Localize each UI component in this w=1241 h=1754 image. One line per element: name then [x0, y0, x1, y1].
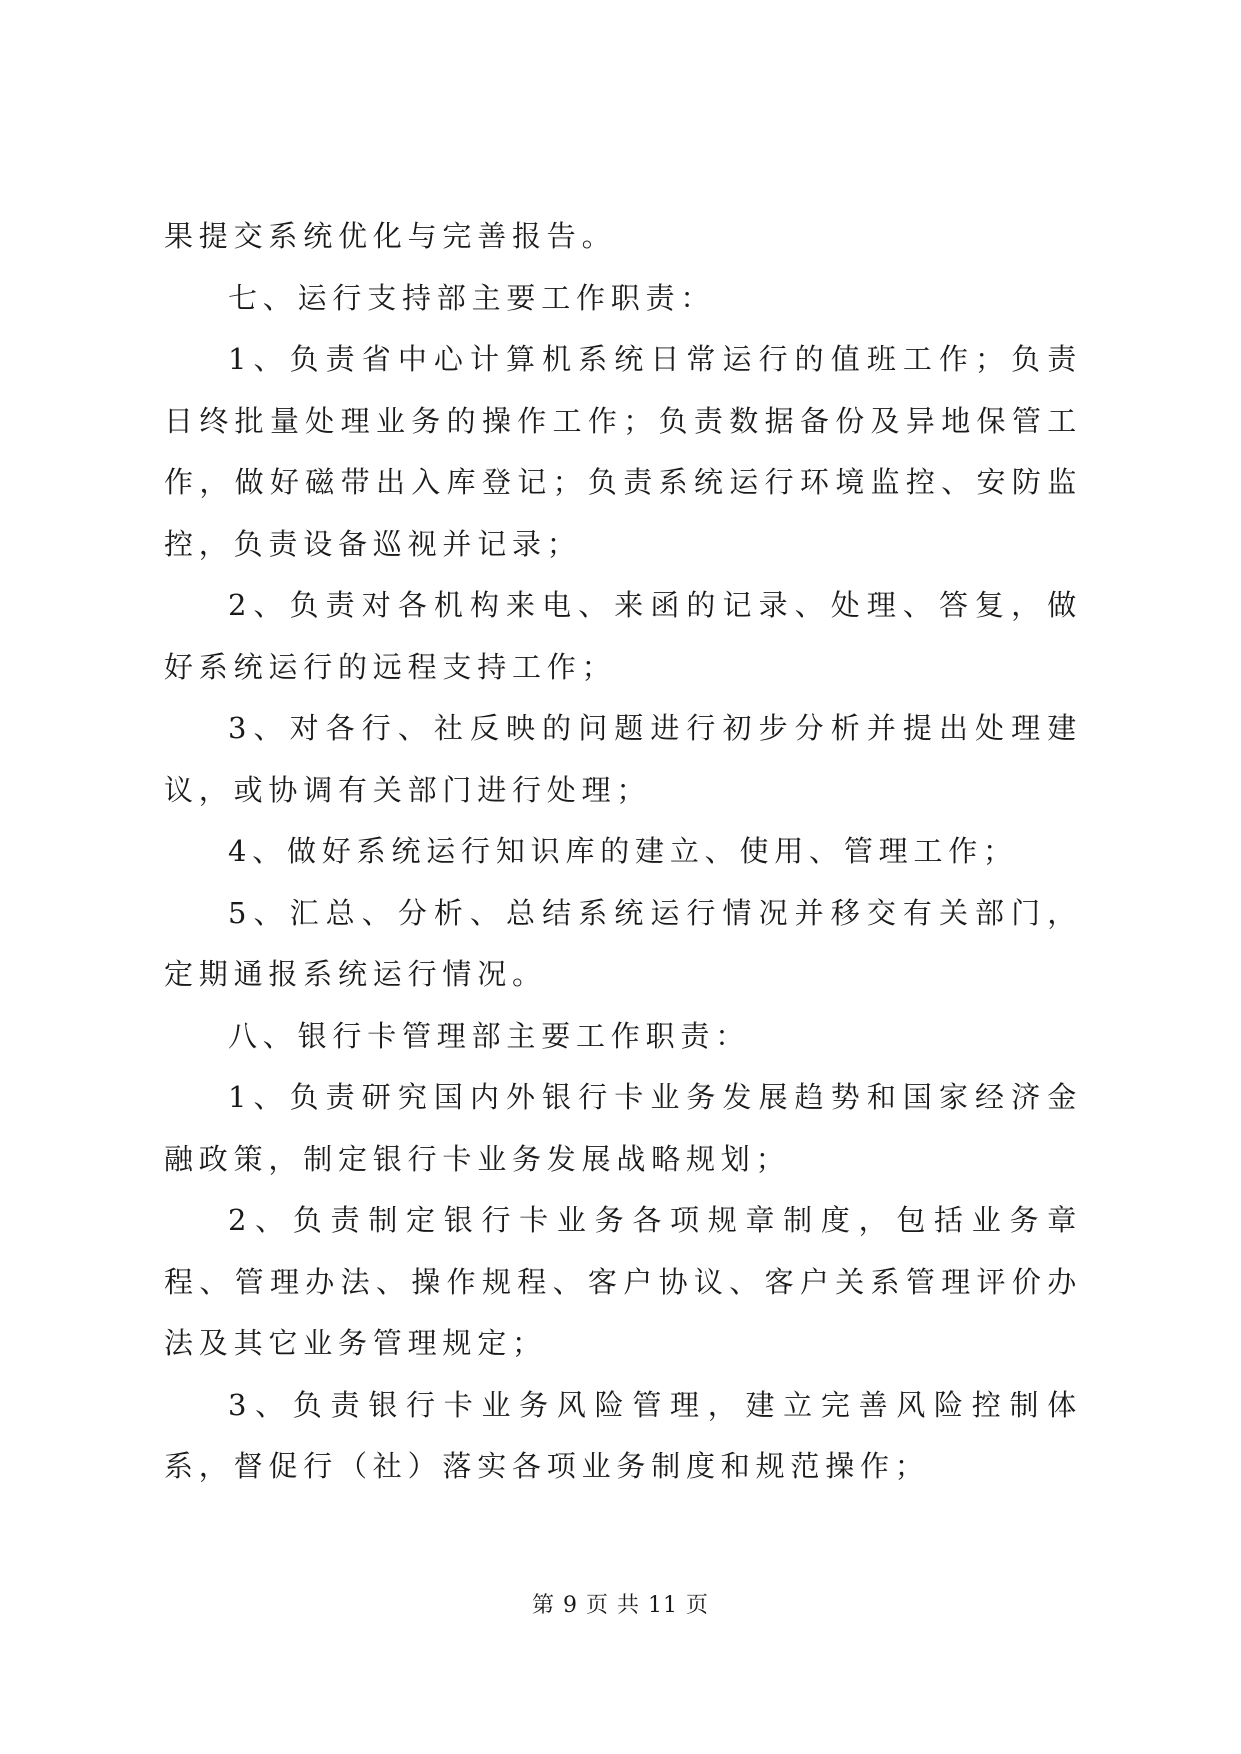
paragraph: 1、负责研究国内外银行卡业务发展趋势和国家经济金融政策，制定银行卡业务发展战略规划；: [164, 1080, 1082, 1176]
paragraph: 2、负责对各机构来电、来函的记录、处理、答复，做好系统运行的远程支持工作；: [164, 588, 1082, 684]
document-body: [164, 206, 1082, 1498]
paragraph: 1、负责省中心计算机系统日常运行的值班工作；负责日终批量处理业务的操作工作；负责数据备份及异地保管工作，做好磁带出入库登记；负责系统运行环境监控、安防监控，负责设备巡视并记录；: [164, 342, 1082, 561]
paragraph: 5、汇总、分析、总结系统运行情况并移交有关部门，定期通报系统运行情况。: [164, 895, 1082, 991]
paragraph: 3、负责银行卡业务风险管理，建立完善风险控制体系，督促行（社）落实各项业务制度和规范操作；: [164, 1387, 1082, 1483]
section-heading-8: 八、银行卡管理部主要工作职责：: [228, 1018, 751, 1053]
paragraph: 果提交系统优化与完善报告。: [164, 219, 617, 253]
page-footer: 第 9 页 共 11 页: [532, 1593, 709, 1618]
paragraph: 3、对各行、社反映的问题进行初步分析并提出处理建议，或协调有关部门进行处理；: [164, 711, 1082, 807]
section-heading-7: 七、运行支持部主要工作职责：: [228, 280, 716, 315]
paragraph: 2、负责制定银行卡业务各项规章制度，包括业务章程、管理办法、操作规程、客户协议、客户关系管理评价办法及其它业务管理规定；: [164, 1203, 1082, 1360]
paragraph: 4、做好系统运行知识库的建立、使用、管理工作；: [228, 834, 1018, 868]
